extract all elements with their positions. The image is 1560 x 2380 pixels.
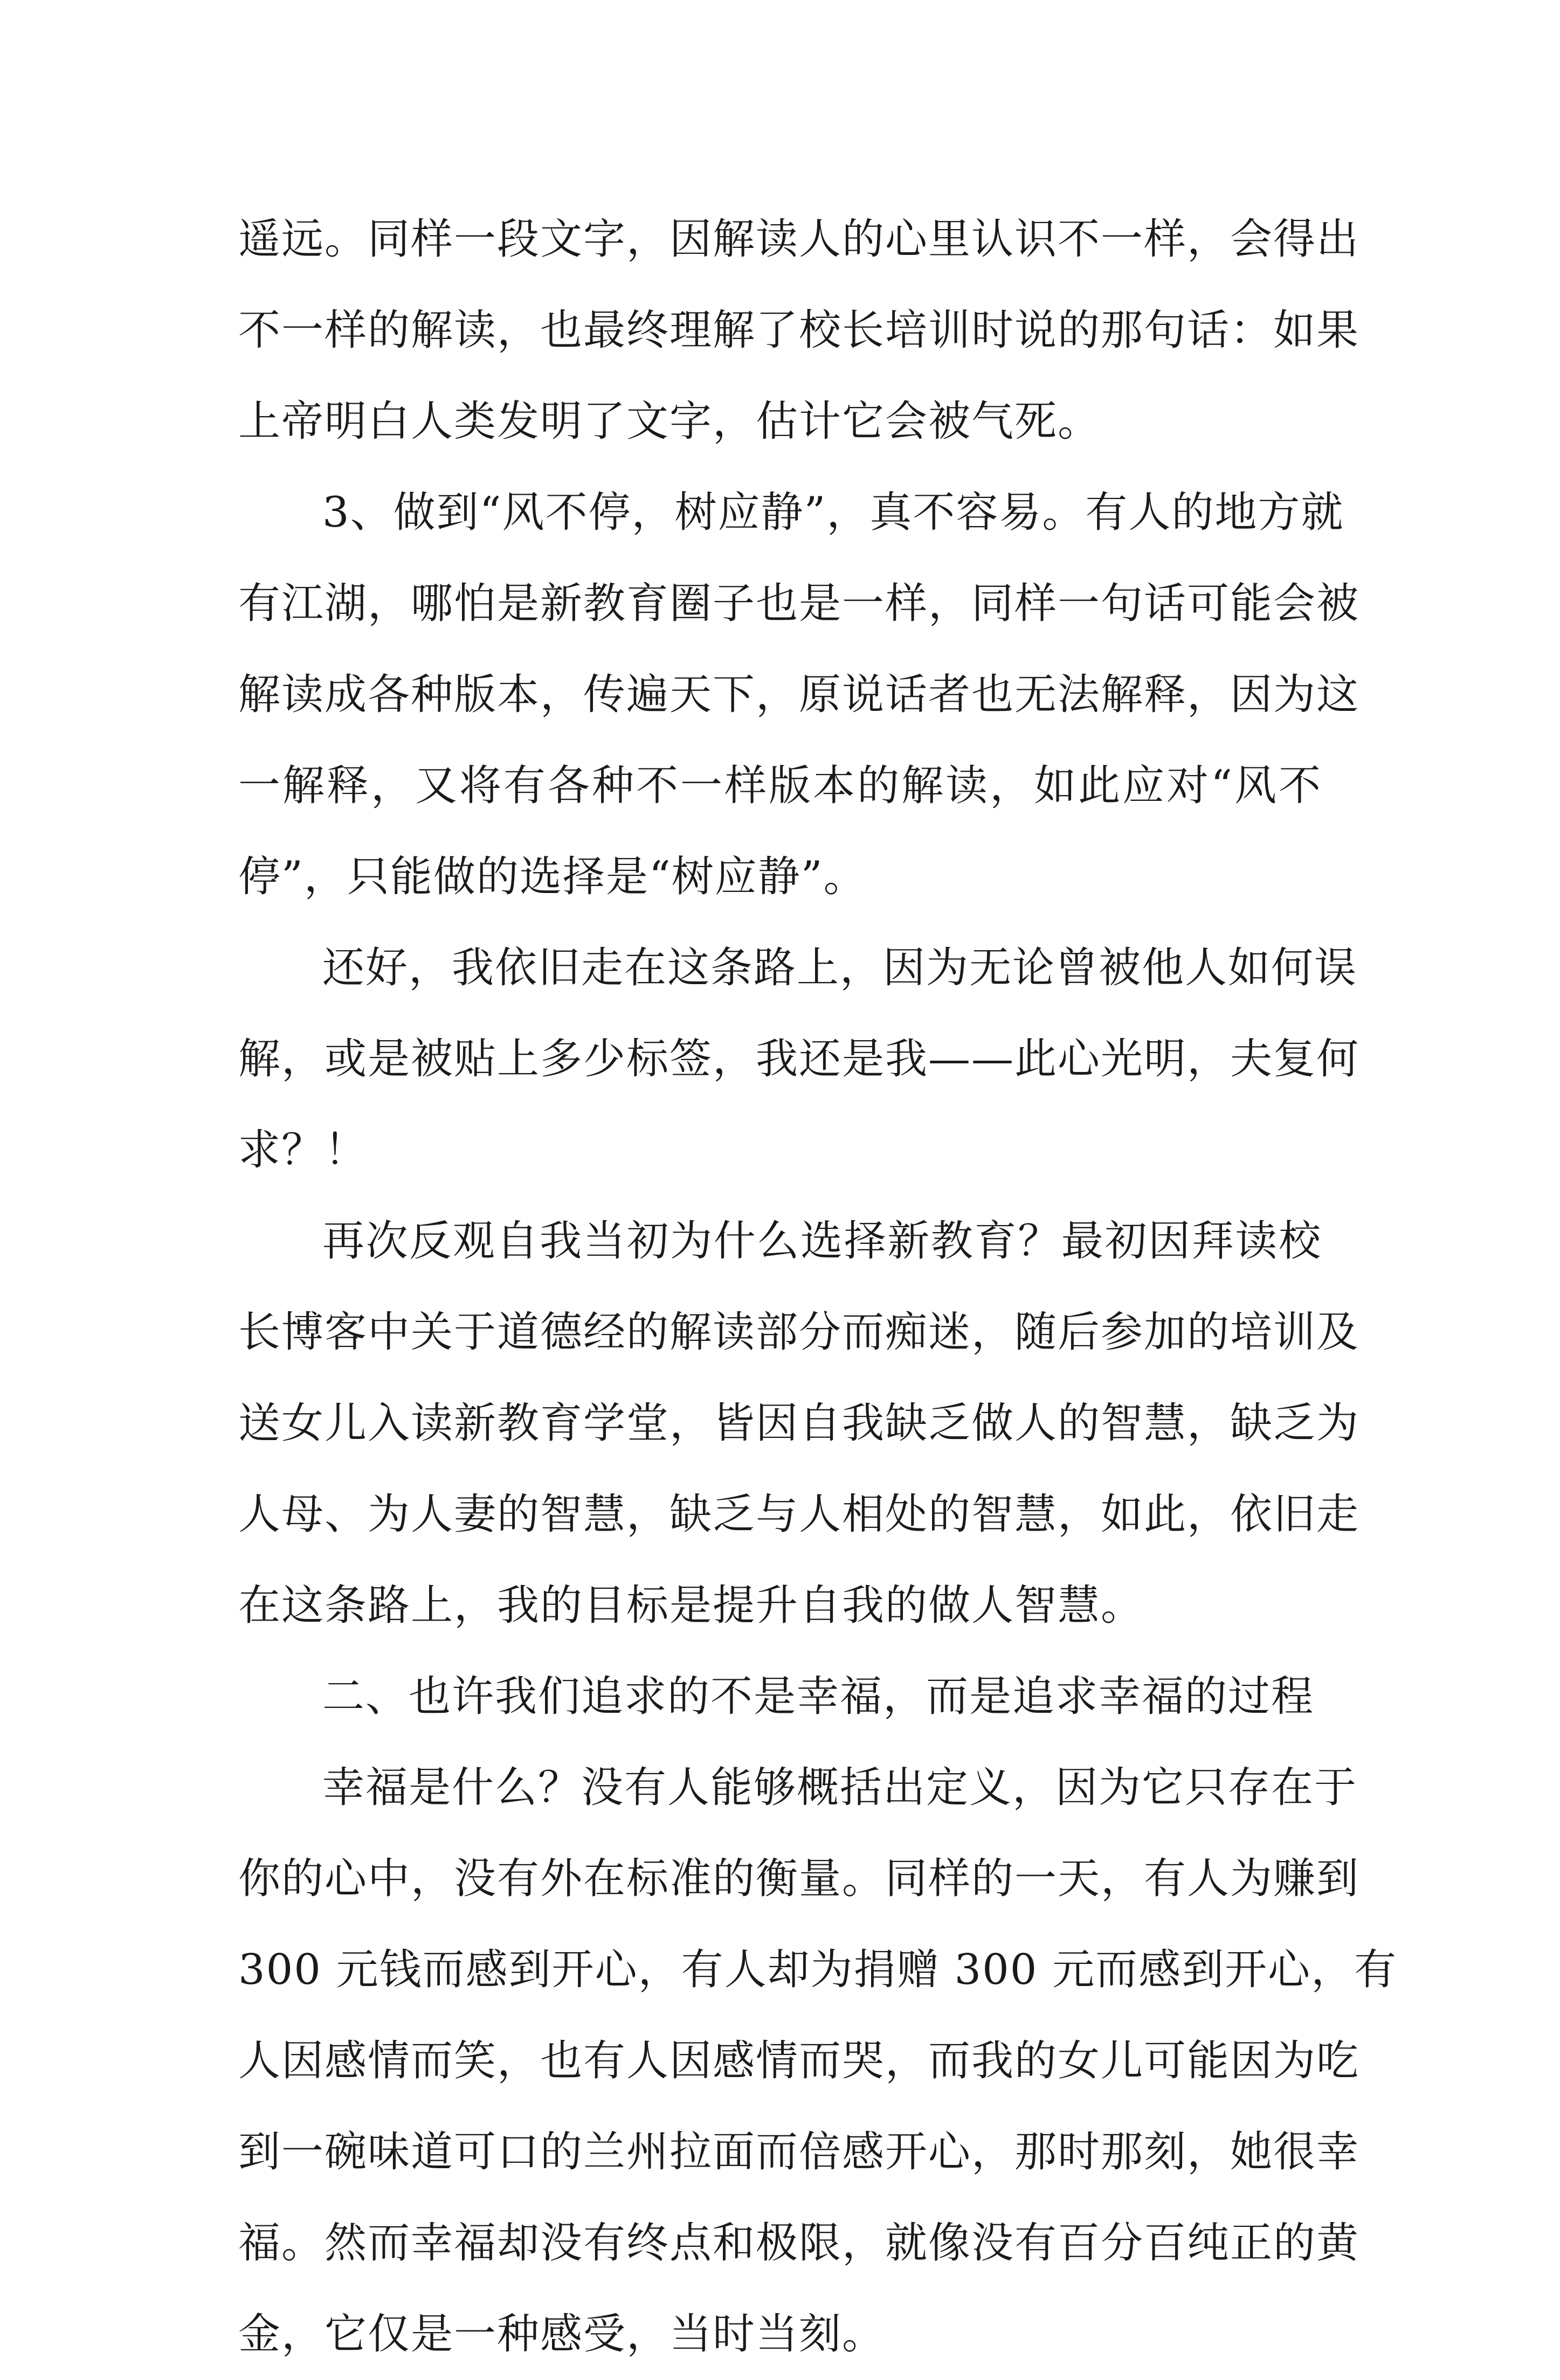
text-line: 3、做到“风不停，树应静”，真不容易。有人的地方就 bbox=[322, 488, 1344, 537]
text-line: 还好，我依旧走在这条路上，因为无论曾被他人如何误 bbox=[322, 944, 1358, 992]
paragraph-point-3 bbox=[238, 467, 1360, 923]
text-line: 福。然而幸福却没有终点和极限，就像没有百分百纯正的黄 bbox=[238, 2219, 1360, 2267]
text-line: 到一碗味道可口的兰州拉面而倍感开心，那时那刻，她很幸 bbox=[238, 2128, 1360, 2176]
text-line: 停”，只能做的选择是“树应静”。 bbox=[238, 853, 867, 901]
text-line: 你的心中，没有外在标准的衡量。同样的一天，有人为赚到 bbox=[238, 1855, 1360, 1903]
text-line: 解，或是被贴上多少标签，我还是我——此心光明，夫复何 bbox=[238, 1035, 1360, 1083]
text-line: 遥远。同样一段文字，因解读人的心里认识不一样，会得出 bbox=[238, 215, 1360, 264]
text-line: 金，它仅是一种感受，当时当刻。 bbox=[238, 2310, 886, 2358]
text-line: 人母、为人妻的智慧，缺乏与人相处的智慧，如此，依旧走 bbox=[238, 1490, 1360, 1539]
text-line: 上帝明白人类发明了文字，估计它会被气死。 bbox=[238, 397, 1101, 446]
paragraph-reflection bbox=[238, 1196, 1360, 1651]
text-line: 300 元钱而感到开心，有人却为捐赠 300 元而感到开心，有 bbox=[238, 1946, 1398, 1994]
text-line: 在这条路上，我的目标是提升自我的做人智慧。 bbox=[238, 1581, 1144, 1630]
text-line: 求？！ bbox=[238, 1126, 368, 1174]
text-line: 送女儿入读新教育学堂，皆因自我缺乏做人的智慧，缺乏为 bbox=[238, 1399, 1360, 1448]
text-line: 人因感情而笑，也有人因感情而哭，而我的女儿可能因为吃 bbox=[238, 2037, 1360, 2085]
document-body bbox=[238, 194, 1398, 2380]
section-heading-text: 二、也许我们追求的不是幸福，而是追求幸福的过程 bbox=[322, 1672, 1315, 1721]
text-line: 再次反观自我当初为什么选择新教育？最初因拜读校 bbox=[322, 1217, 1322, 1265]
text-line: 幸福是什么？没有人能够概括出定义，因为它只存在于 bbox=[322, 1763, 1358, 1812]
paragraph-still-on-road bbox=[238, 923, 1360, 1196]
paragraph-happiness bbox=[238, 1742, 1398, 2380]
paragraph-continuation bbox=[238, 194, 1360, 467]
section-heading bbox=[238, 1651, 1322, 1742]
text-line: 有江湖，哪怕是新教育圈子也是一样，同样一句话可能会被 bbox=[238, 579, 1360, 628]
text-line: 长博客中关于道德经的解读部分而痴迷，随后参加的培训及 bbox=[238, 1308, 1360, 1357]
text-line: 不一样的解读，也最终理解了校长培训时说的那句话：如果 bbox=[238, 306, 1360, 355]
text-line: 解读成各种版本，传遍天下，原说话者也无法解释，因为这 bbox=[238, 670, 1360, 719]
text-line: 一解释，又将有各种不一样版本的解读，如此应对“风不 bbox=[238, 762, 1322, 810]
